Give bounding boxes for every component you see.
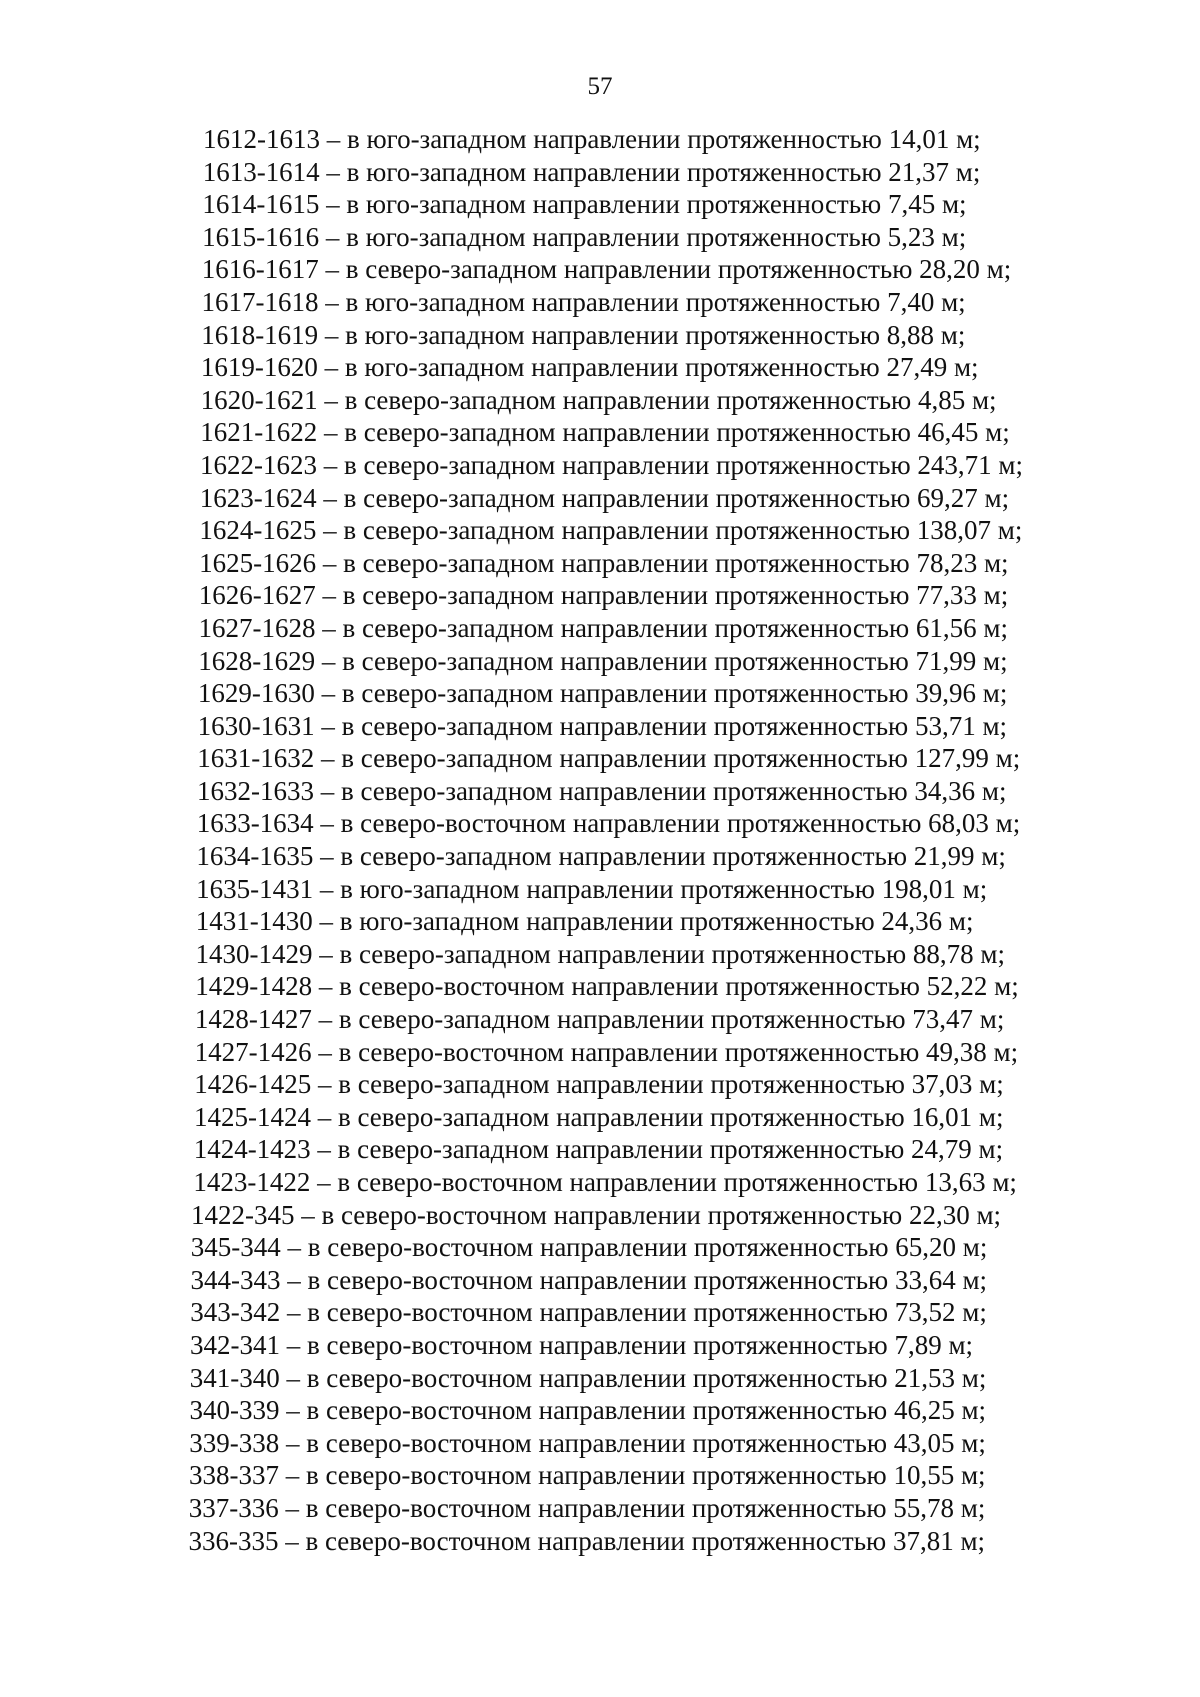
boundary-segment-entry: 1617-1618 – в юго-западном направлении протяженностью 7,40 м; xyxy=(201,286,966,317)
boundary-segment-entry: 343-342 – в северо-восточном направлении протяженностью 73,52 м; xyxy=(190,1297,987,1328)
boundary-segment-entry: 1623-1624 – в северо-западном направлении протяженностью 69,27 м; xyxy=(199,482,1010,513)
boundary-segment-entry: 339-338 – в северо-восточном направлении протяженностью 43,05 м; xyxy=(189,1427,986,1458)
boundary-segment-entry: 1431-1430 – в юго-западном направлении протяженностью 24,36 м; xyxy=(195,906,974,937)
boundary-segment-entry: 340-339 – в северо-восточном направлении протяженностью 46,25 м; xyxy=(189,1395,987,1426)
boundary-segment-entry: 1614-1615 – в юго-западном направлении протяженностью 7,45 м; xyxy=(202,189,967,220)
boundary-segment-entry: 1628-1629 – в северо-западном направлении протяженностью 71,99 м; xyxy=(198,645,1008,676)
boundary-segment-entry: 338-337 – в северо-восточном направлении протяженностью 10,55 м; xyxy=(189,1460,986,1491)
boundary-segment-entry: 1425-1424 – в северо-западном направлении протяженностью 16,01 м; xyxy=(194,1101,1004,1132)
boundary-segment-entry: 1428-1427 – в северо-западном направлении протяженностью 73,47 м; xyxy=(194,1004,1005,1035)
boundary-segment-entry: 1430-1429 – в северо-западном направлении протяженностью 88,78 м; xyxy=(195,938,1005,969)
boundary-segment-entry: 1627-1628 – в северо-западном направлении протяженностью 61,56 м; xyxy=(198,612,1008,643)
boundary-segment-entry: 1634-1635 – в северо-западном направлении протяженностью 21,99 м; xyxy=(196,841,1006,872)
boundary-segment-entry: 341-340 – в северо-восточном направлении протяженностью 21,53 м; xyxy=(189,1362,987,1393)
page-number: 57 xyxy=(587,73,613,100)
boundary-segment-entry: 1613-1614 – в юго-западном направлении протяженностью 21,37 м; xyxy=(202,156,981,187)
boundary-segment-entry: 1618-1619 – в юго-западном направлении протяженностью 8,88 м; xyxy=(201,319,966,350)
boundary-segment-entry: 342-341 – в северо-восточном направлении протяженностью 7,89 м; xyxy=(190,1329,974,1360)
boundary-segment-entry: 337-336 – в северо-восточном направлении протяженностью 55,78 м; xyxy=(188,1492,986,1523)
boundary-segment-entry: 1632-1633 – в северо-западном направлении протяженностью 34,36 м; xyxy=(197,775,1007,806)
boundary-segment-entry: 1615-1616 – в юго-западном направлении протяженностью 5,23 м; xyxy=(202,221,967,252)
boundary-segment-entry: 1424-1423 – в северо-западном направлении протяженностью 24,79 м; xyxy=(193,1134,1004,1165)
boundary-segment-entry: 1626-1627 – в северо-западном направлении протяженностью 77,33 м; xyxy=(198,580,1009,611)
boundary-segment-entry: 345-344 – в северо-восточном направлении протяженностью 65,20 м; xyxy=(190,1232,988,1263)
boundary-segment-entry: 1624-1625 – в северо-западном направлении протяженностью 138,07 м; xyxy=(199,515,1023,546)
boundary-segment-entry: 1423-1422 – в северо-восточном направлении протяженностью 13,63 м; xyxy=(193,1167,1017,1197)
boundary-segment-entry: 1616-1617 – в северо-западном направлении протяженностью 28,20 м; xyxy=(201,254,1012,285)
boundary-segment-entry: 1633-1634 – в северо-восточном направлении протяженностью 68,03 м; xyxy=(196,808,1021,839)
boundary-segment-entry: 1619-1620 – в юго-западном направлении протяженностью 27,49 м; xyxy=(200,352,979,383)
boundary-segment-entry: 1427-1426 – в северо-восточном направлении протяженностью 49,38 м; xyxy=(194,1036,1019,1067)
boundary-segment-entry: 1612-1613 – в юго-западном направлении протяженностью 14,01 м; xyxy=(203,124,981,154)
boundary-segment-entry: 1630-1631 – в северо-западном направлении протяженностью 53,71 м; xyxy=(197,710,1008,741)
boundary-segment-list xyxy=(0,123,1200,1557)
boundary-segment-entry: 336-335 – в северо-восточном направлении протяженностью 37,81 м; xyxy=(188,1525,986,1556)
boundary-segment-entry: 1422-345 – в северо-восточном направлении протяженностью 22,30 м; xyxy=(191,1199,1002,1230)
boundary-segment-entry: 1622-1623 – в северо-западном направлении протяженностью 243,71 м; xyxy=(200,449,1023,480)
boundary-segment-entry: 1426-1425 – в северо-западном направлении протяженностью 37,03 м; xyxy=(194,1069,1004,1100)
boundary-segment-entry: 1621-1622 – в северо-западном направлении протяженностью 46,45 м; xyxy=(200,417,1010,448)
boundary-segment-entry: 344-343 – в северо-восточном направлении протяженностью 33,64 м; xyxy=(190,1264,988,1295)
boundary-segment-entry: 1635-1431 – в юго-западном направлении протяженностью 198,01 м; xyxy=(196,873,988,904)
boundary-segment-entry: 1429-1428 – в северо-восточном направлении протяженностью 52,22 м; xyxy=(195,971,1019,1002)
boundary-segment-entry: 1620-1621 – в северо-западном направлении протяженностью 4,85 м; xyxy=(200,384,997,415)
boundary-segment-entry: 1625-1626 – в северо-западном направлении протяженностью 78,23 м; xyxy=(199,547,1009,578)
boundary-segment-entry: 1629-1630 – в северо-западном направлении протяженностью 39,96 м; xyxy=(197,678,1008,709)
boundary-segment-entry: 1631-1632 – в северо-западном направлении протяженностью 127,99 м; xyxy=(197,743,1021,774)
